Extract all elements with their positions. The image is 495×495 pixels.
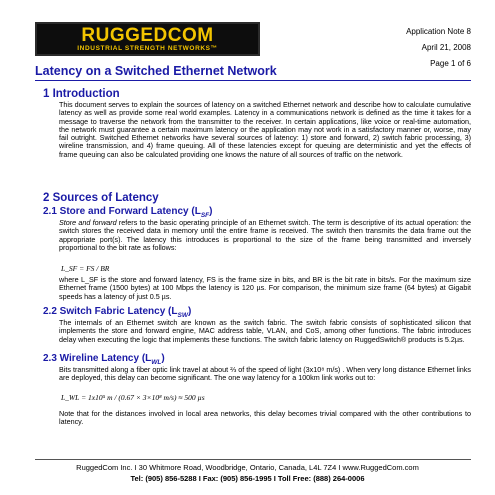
document-date: April 21, 2008 [421, 43, 471, 52]
wl-heading-subscript: WL [151, 359, 162, 366]
sf-paragraph [59, 219, 471, 252]
footer-address: RuggedCom Inc. I 30 Whitmore Road, Woodbridge, Ontario, Canada, L4L 7Z4 I www.RuggedCom.com [76, 463, 419, 472]
page-number: Page 1 of 6 [430, 59, 471, 68]
sf-heading-text: 2.1 Store and Forward Latency (L [43, 206, 201, 217]
sources-heading: 2 Sources of Latency [43, 192, 159, 204]
app-note-label: Application Note 8 [406, 27, 471, 36]
sf-paragraph-2: where L_SF is the store and forward latency, FS is the frame size in bits, and BR is the bit rate in bits/s. For the maximum size Ethernet frame (1500 bytes) at 100 Mbps the latency is 120 µs. For comparison, the minimum size frame (64 bytes) at Gigabit speeds has a latency of just 0.5 µs. [59, 275, 471, 301]
sw-paragraph: The internals of an Ethernet switch are known as the switch fabric. The switch fabric consists of sophisticated silicon that implements the store and forward engine, MAC address table, VLAN, and CoS, among other functions. The fabric introduces delay when executing the logic that implements these functions. The switch fabric latency on RuggedSwitch® products is 5.2µs. [59, 318, 471, 344]
wl-paragraph-2: Note that for the distances involved in local area networks, this delay becomes trivial compared with the other contributions to latency. [59, 409, 471, 427]
sf-lead-term: Store and forward [59, 218, 117, 227]
sw-heading-subscript: SW [177, 312, 188, 319]
sw-heading-text: 2.2 Switch Fabric Latency (L [43, 306, 178, 317]
wl-formula: L_WL = 1x10⁵ m / (0.67 × 3×10⁸ m/s) ≈ 500 µs [61, 393, 205, 402]
logo-tagline: INDUSTRIAL STRENGTH NETWORKS™ [77, 45, 218, 52]
logo-wordmark: RUGGEDCOM [81, 25, 214, 46]
title-divider [35, 80, 471, 81]
sw-heading-close: ) [187, 306, 192, 317]
sf-body-text: refers to the basic operating principle of an Ethernet switch. The term is descriptive of its actual operation: the switch stores the received data in memory until the entire frame is received. The switch then transmits the data frame out the appropriate port(s). The latency this introduces is proportional to the size of the frame being transmitted and inversely proportional to the bit rate as follows: [59, 218, 471, 252]
sf-formula: L_SF = FS / BR [61, 264, 110, 273]
intro-heading: 1 Introduction [43, 88, 120, 100]
wl-heading-text: 2.3 Wireline Latency (L [43, 353, 152, 364]
intro-paragraph: This document serves to explain the sources of latency on a switched Ethernet network and describe how to calculate cumulative latency as well as provide some real world examples. Latency in a communications network is defined as the time it takes for a message to traverse the network from the transmitter to the receiver. In certain applications, like voice or real-time automation, the network must guarantee a certain maximum latency or the application may not work in a satisfactory manner or, worse, may fail outright. Switched Ethernet networks have several sources of latency: 1) store and forward, 2) switch fabric processing, 3) wireline transmission, and 4) frame queuing. All of these latencies except for queuing are deterministic and yet the effects of frame queuing can also be calculated providing one knows the nature of all sources of traffic on the network. [59, 100, 471, 159]
sf-heading-subscript: SF [200, 212, 210, 219]
document-title: Latency on a Switched Ethernet Network [35, 64, 277, 78]
wl-heading-close: ) [161, 353, 165, 364]
ruggedcom-logo [35, 22, 260, 56]
wl-paragraph: Bits transmitted along a fiber optic link travel at about ⅔ of the speed of light (3x10⁸ m/s) . When very long distance Ethernet links are deployed, this delay can become significant. The one way latency for a 100km link works out to: [59, 365, 471, 383]
footer-contact: Tel: (905) 856-5288 I Fax: (905) 856-1995 I Toll Free: (888) 264-0006 [130, 474, 365, 483]
sf-heading-close: ) [209, 206, 213, 217]
footer-divider [35, 459, 471, 460]
